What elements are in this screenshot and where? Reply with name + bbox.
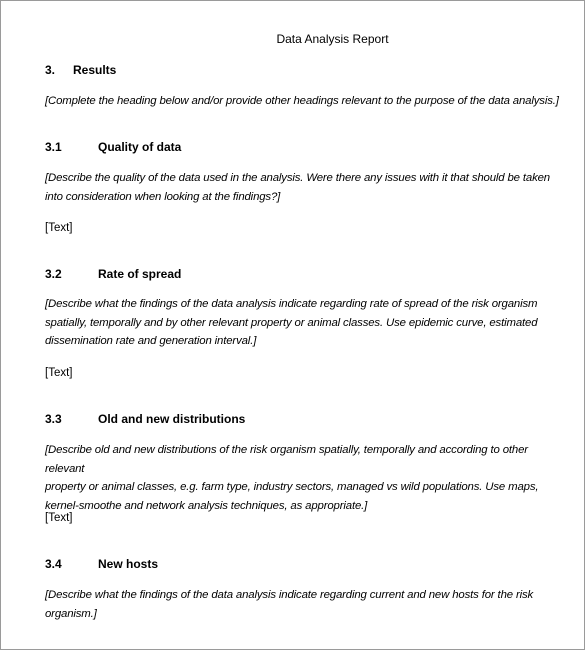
section-instruction: [Complete the heading below and/or provide other headings relevant to the purpose of the data analysis.]	[45, 95, 559, 107]
subsection-number: 3.1	[45, 140, 62, 154]
subsection-number: 3.3	[45, 412, 62, 426]
instruction-line: kernel-smoothe and network analysis techniques, as appropriate.]	[45, 499, 368, 512]
subsection-number: 3.4	[45, 557, 62, 571]
instruction-line: [Describe what the findings of the data analysis indicate regarding current and new hosts for the risk	[45, 589, 534, 601]
subsection-heading-3-2	[45, 267, 181, 281]
instruction-line: spatially, temporally and by other relevant property or animal classes. Use epidemic curve, estimated	[45, 316, 538, 329]
report-title: Data Analysis Report	[276, 32, 389, 46]
subsection-instruction-3-4	[45, 586, 565, 623]
text-placeholder-3-1: [Text]	[45, 222, 73, 234]
subsection-title: New hosts	[98, 557, 159, 571]
subsection-instruction-3-3	[45, 441, 565, 515]
text-placeholder-3-3: [Text]	[45, 512, 73, 524]
section-heading	[45, 63, 116, 77]
subsection-heading-3-4	[45, 557, 158, 571]
section-number: 3.	[45, 63, 56, 77]
subsection-instruction-3-1	[45, 169, 565, 206]
instruction-line: [Describe the quality of the data used in the analysis. Were there any issues with it that should be taken	[45, 172, 550, 184]
subsection-title: Old and new distributions	[98, 412, 246, 426]
instruction-line: property or animal classes, e.g. farm type, industry sectors, managed vs wild populations. Use maps,	[45, 481, 539, 493]
subsection-heading-3-3	[45, 412, 245, 426]
instruction-line: organism.]	[45, 607, 97, 620]
subsection-instruction-3-2	[45, 295, 565, 351]
subsection-title: Rate of spread	[98, 267, 182, 281]
instruction-line: [Describe old and new distributions of the risk organism spatially, temporally and according to other relevant	[45, 444, 528, 475]
subsection-number: 3.2	[45, 267, 62, 281]
instruction-line: dissemination rate and generation interval.]	[45, 335, 257, 347]
text-placeholder-3-2: [Text]	[45, 367, 73, 379]
instruction-line: [Describe what the findings of the data analysis indicate regarding rate of spread of the risk organism	[45, 298, 538, 310]
subsection-title: Quality of data	[98, 140, 182, 154]
subsection-heading-3-1	[45, 140, 181, 154]
section-title: Results	[73, 63, 117, 77]
instruction-line: into consideration when looking at the findings?]	[45, 190, 281, 203]
